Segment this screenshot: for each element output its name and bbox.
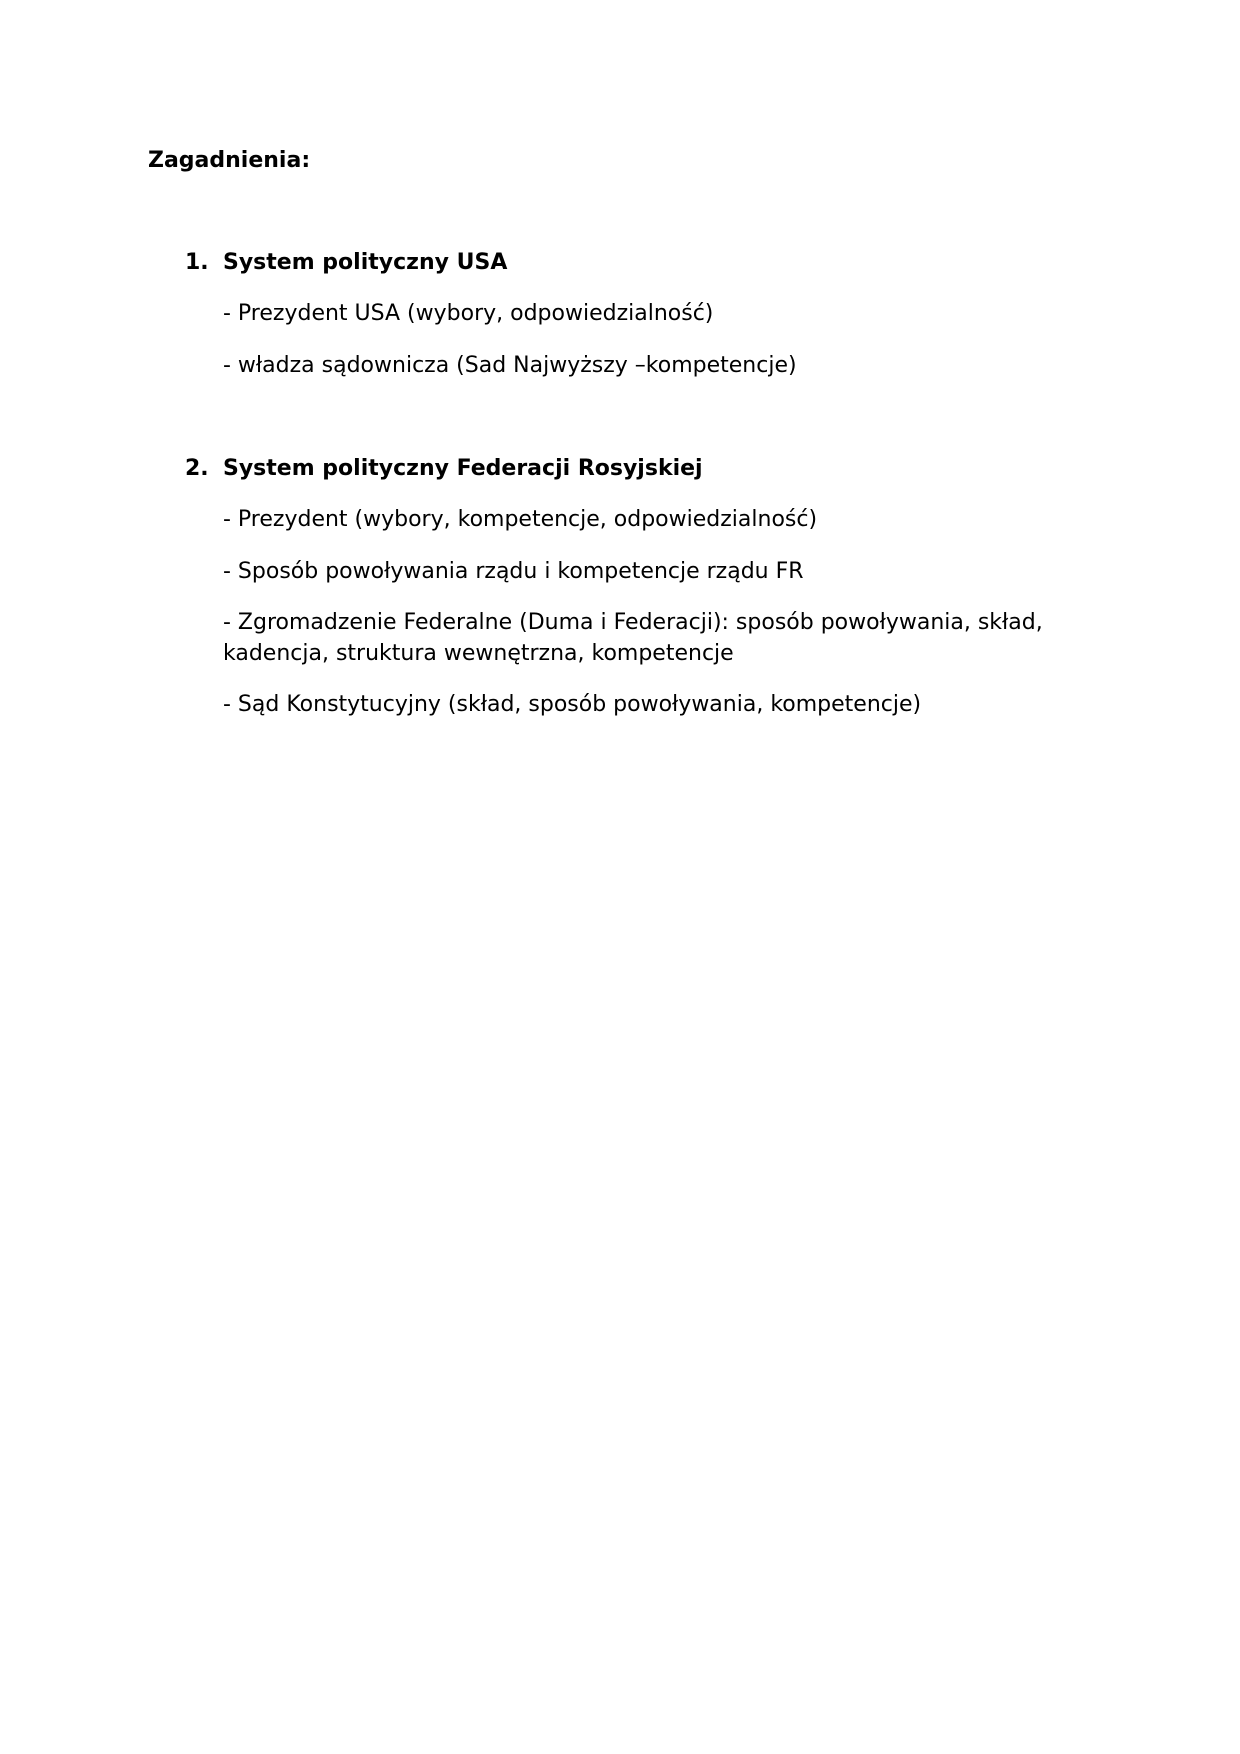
section-title-text: System polityczny Federacji Rosyjskiej [223, 456, 703, 481]
list-item: - Sposób powoływania rządu i kompetencje rządu FR [223, 559, 804, 584]
section-title-text: System polityczny USA [223, 250, 508, 275]
section-number: 2. [185, 456, 209, 481]
list-item: - Sąd Konstytucyjny (skład, sposób powoływania, kompetencje) [223, 692, 922, 717]
document-heading: Zagadnienia: [148, 148, 311, 173]
section-title-russia [185, 454, 703, 484]
list-item: - władza sądownicza (Sad Najwyższy –kompetencje) [223, 353, 797, 378]
list-item: - Prezydent USA (wybory, odpowiedzialność) [223, 301, 714, 326]
section-title-usa [185, 248, 507, 278]
list-item: - Prezydent (wybory, kompetencje, odpowiedzialność) [223, 507, 818, 532]
section-number: 1. [185, 250, 209, 275]
list-item: - Zgromadzenie Federalne (Duma i Federacji): sposób powoływania, skład, kadencja, struktura wewnętrzna, kompetencje [223, 610, 1043, 666]
